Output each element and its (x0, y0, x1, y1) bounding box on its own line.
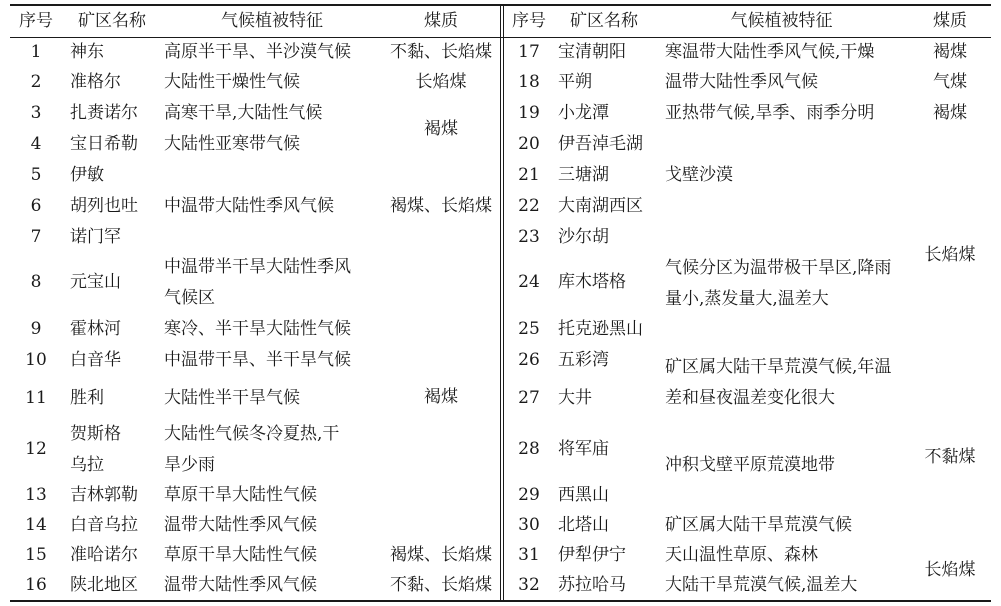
merged-coal-cell: 褐煤 (424, 119, 458, 139)
merged-coal-cell: 长焰煤 (924, 245, 976, 265)
row-climate: 寒温带大陆性季风气候,干燥 (665, 42, 875, 62)
row-seq: 10 (25, 350, 47, 370)
row-name: 宝日希勒 (70, 134, 138, 154)
merged-coal-cell: 不黏煤 (924, 447, 976, 467)
row-climate: 温带大陆性季风气候 (164, 515, 317, 535)
row-climate: 中温带大陆性季风气候 (164, 196, 334, 216)
merged-coal-cell: 褐煤 (424, 387, 458, 407)
row-name: 扎赉诺尔 (70, 103, 138, 123)
row-seq: 24 (518, 272, 540, 292)
row-seq: 32 (518, 575, 540, 595)
row-name: 白音华 (70, 350, 121, 370)
row-name: 霍林河 (70, 319, 121, 339)
row-seq: 30 (518, 515, 540, 535)
row-seq: 8 (30, 272, 42, 292)
row-seq: 19 (518, 103, 540, 123)
row-name: 北塔山 (558, 515, 609, 535)
merged-climate-cell-line2: 差和昼夜温差变化很大 (665, 388, 835, 408)
row-name: 贺斯格 (70, 424, 121, 444)
row-seq: 11 (25, 388, 47, 408)
row-seq: 14 (25, 515, 47, 535)
row-climate: 草原干旱大陆性气候 (164, 485, 317, 505)
row-name: 伊吾淖毛湖 (558, 134, 643, 154)
row-climate: 亚热带气候,旱季、雨季分明 (665, 103, 875, 123)
header-seq: 序号 (19, 11, 53, 31)
row-seq: 16 (25, 575, 47, 595)
row-name: 白音乌拉 (70, 515, 138, 535)
row-coal: 褐煤、长焰煤 (390, 196, 492, 216)
merged-climate-cell: 冲积戈壁平原荒漠地带 (665, 455, 835, 475)
row-climate: 大陆性气候冬冷夏热,干 (164, 424, 340, 444)
row-name: 将军庙 (558, 439, 609, 459)
row-climate: 大陆性亚寒带气候 (164, 134, 300, 154)
row-seq: 26 (518, 350, 540, 370)
row-seq: 13 (25, 485, 47, 505)
merged-coal-cell: 长焰煤 (924, 560, 976, 580)
row-climate: 大陆性干燥性气候 (164, 72, 300, 92)
row-name: 胜利 (70, 388, 104, 408)
row-climate: 温带大陆性季风气候 (665, 72, 818, 92)
row-name: 伊敏 (70, 165, 104, 185)
header-coal: 煤质 (424, 11, 458, 31)
row-seq: 2 (30, 72, 42, 92)
row-climate: 气候分区为温带极干旱区,降雨 (665, 258, 892, 278)
row-name-line2: 乌拉 (70, 455, 104, 475)
row-seq: 4 (30, 134, 42, 154)
coal-mine-table (10, 4, 991, 602)
row-climate: 寒冷、半干旱大陆性气候 (164, 319, 351, 339)
header-name: 矿区名称 (570, 11, 638, 31)
row-climate: 中温带干旱、半干旱气候 (164, 350, 351, 370)
row-coal: 不黏、长焰煤 (390, 42, 492, 62)
row-coal: 长焰煤 (415, 72, 467, 92)
row-seq: 25 (518, 319, 540, 339)
row-name: 胡列也吐 (70, 196, 138, 216)
header-seq: 序号 (512, 11, 546, 31)
row-seq: 15 (25, 545, 47, 565)
row-name: 准格尔 (70, 72, 121, 92)
row-seq: 6 (30, 196, 42, 216)
row-climate: 高寒干旱,大陆性气候 (164, 103, 323, 123)
row-seq: 28 (518, 439, 540, 459)
row-seq: 29 (518, 485, 540, 505)
row-climate: 草原干旱大陆性气候 (164, 545, 317, 565)
row-seq: 31 (518, 545, 540, 565)
row-name: 宝清朝阳 (558, 42, 626, 62)
header-name: 矿区名称 (78, 11, 146, 31)
row-name: 大井 (558, 388, 592, 408)
row-name: 伊犁伊宁 (558, 545, 626, 565)
row-climate: 中温带半干旱大陆性季风 (164, 257, 351, 277)
row-name: 元宝山 (70, 272, 121, 292)
row-name: 吉林郭勒 (70, 485, 138, 505)
merged-climate-cell: 矿区属大陆干旱荒漠气候,年温 (665, 357, 892, 377)
row-seq: 21 (518, 165, 540, 185)
row-seq: 7 (30, 227, 42, 247)
row-seq: 3 (30, 103, 42, 123)
row-seq: 1 (30, 42, 42, 62)
row-climate-line2: 旱少雨 (164, 455, 215, 475)
row-name: 库木塔格 (558, 272, 626, 292)
row-seq: 22 (518, 196, 540, 216)
row-name: 大南湖西区 (558, 196, 643, 216)
row-climate: 温带大陆性季风气候 (164, 575, 317, 595)
header-climate: 气候植被特征 (221, 11, 323, 31)
row-seq: 9 (30, 319, 42, 339)
row-name: 诺门罕 (70, 227, 121, 247)
row-climate: 高原半干旱、半沙漠气候 (164, 42, 351, 62)
row-seq: 27 (518, 388, 540, 408)
row-climate: 大陆干旱荒漠气候,温差大 (665, 575, 858, 595)
row-climate: 矿区属大陆干旱荒漠气候 (665, 515, 852, 535)
row-name: 准哈诺尔 (70, 545, 138, 565)
row-coal: 褐煤 (933, 42, 967, 62)
row-name: 托克逊黑山 (558, 319, 643, 339)
row-climate-line2: 量小,蒸发量大,温差大 (665, 289, 829, 309)
row-coal: 褐煤、长焰煤 (390, 545, 492, 565)
row-name: 平朔 (558, 72, 592, 92)
row-name: 五彩湾 (558, 350, 609, 370)
row-name: 西黑山 (558, 485, 609, 505)
row-name: 陕北地区 (70, 575, 138, 595)
row-climate: 天山温性草原、森林 (665, 545, 818, 565)
row-coal: 气煤 (933, 72, 967, 92)
row-coal: 褐煤 (933, 103, 967, 123)
header-climate: 气候植被特征 (730, 11, 833, 31)
center-divider-left (500, 4, 501, 602)
row-seq: 5 (30, 165, 42, 185)
row-seq: 20 (518, 134, 540, 154)
row-seq: 17 (518, 42, 540, 62)
row-seq: 12 (25, 439, 47, 459)
row-name: 沙尔胡 (558, 227, 609, 247)
header-coal: 煤质 (933, 11, 967, 31)
row-name: 神东 (70, 42, 104, 62)
row-coal: 不黏、长焰煤 (390, 575, 492, 595)
row-name: 小龙潭 (558, 103, 609, 123)
row-name: 三塘湖 (558, 165, 609, 185)
row-seq: 18 (518, 72, 540, 92)
row-seq: 23 (518, 227, 540, 247)
row-climate: 大陆性半干旱气候 (164, 388, 300, 408)
row-name: 苏拉哈马 (558, 575, 626, 595)
row-climate: 戈壁沙漠 (665, 165, 733, 185)
row-climate-line2: 气候区 (164, 288, 215, 308)
